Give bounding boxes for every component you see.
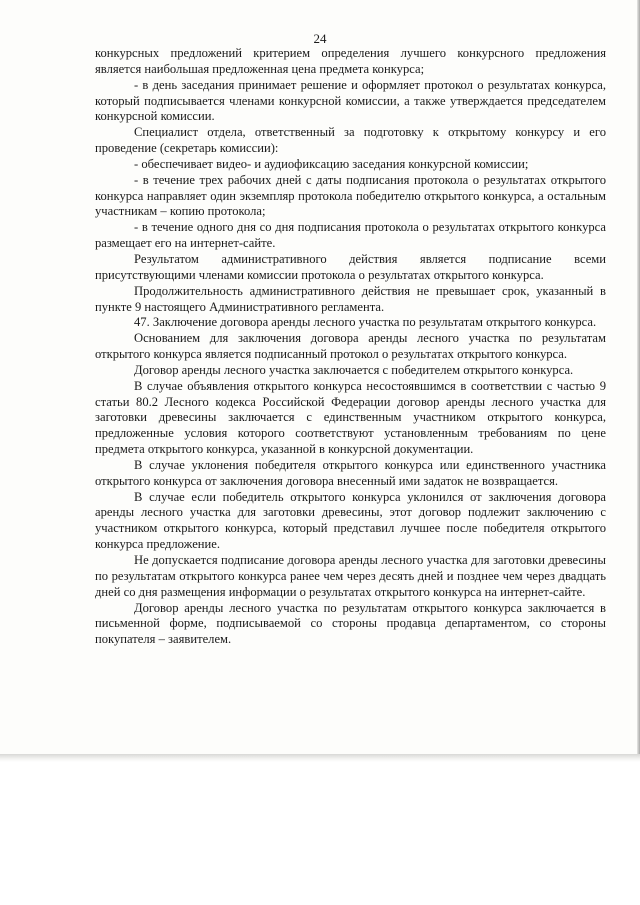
paragraph: В случае объявления открытого конкурса несостоявшимся в соответствии с частью 9 статьи 80.2 Лесного кодекса Российской Федерации договор аренды лесного участка для заготовки древесины заключается с единственным участником открытого конкурса, предложенные условия которого соответствуют установленным требованиям по цене предмета открытого конкурса, указанной в конкурсной документации. — [95, 378, 606, 457]
paragraph: - в день заседания принимает решение и оформляет протокол о результатах конкурса, который подписывается членами конкурсной комиссии, а также утверждается председателем конкурсной комиссии. — [95, 77, 606, 124]
document-body — [95, 46, 606, 648]
paragraph: конкурсных предложений критерием определения лучшего конкурсного предложения является наибольшая предложенная цена предмета конкурса; — [95, 46, 606, 76]
paragraph: В случае если победитель открытого конкурса уклонился от заключения договора аренды лесного участка для заготовки древесины, этот договор подлежит заключению с участником открытого конкурса, который представил лучшее после победителя открытого конкурса предложение. — [95, 489, 606, 552]
paragraph: Результатом административного действия является подписание всеми присутствующими членами комиссии протокола о результатах открытого конкурса. — [95, 251, 606, 282]
paragraph: - в течение одного дня со дня подписания протокола о результатах открытого конкурса размещает его на интернет-сайте. — [95, 220, 606, 251]
paragraph: - обеспечивает видео- и аудиофиксацию заседания конкурсной комиссии; — [134, 156, 529, 171]
paragraph: Продолжительность административного действия не превышает срок, указанный в пункте 9 настоящего Административного регламента. — [95, 283, 606, 314]
paragraph: - в течение трех рабочих дней с даты подписания протокола о результатах открытого конкурса направляет один экземпляр протокола победителю открытого конкурса, а остальным участникам – копию протокола; — [95, 172, 606, 219]
page-number: 24 — [313, 31, 327, 46]
paragraph: Договор аренды лесного участка заключается с победителем открытого конкурса. — [134, 362, 574, 377]
paragraph: Специалист отдела, ответственный за подготовку к открытому конкурсу и его проведение (секретарь комиссии): — [95, 125, 606, 156]
paragraph: Договор аренды лесного участка по результатам открытого конкурса заключается в письменной форме, подписываемой со стороны продавца департаментом, со стороны покупателя – заявителем. — [95, 600, 606, 647]
paragraph: Основанием для заключения договора аренды лесного участка по результатам открытого конкурса является подписанный протокол о результатах открытого конкурса. — [95, 331, 606, 362]
section-heading: 47. Заключение договора аренды лесного участка по результатам открытого конкурса. — [134, 315, 597, 330]
page-bottom-edge — [0, 754, 640, 762]
paragraph: Не допускается подписание договора аренды лесного участка для заготовки древесины по результатам открытого конкурса ранее чем через десять дней и позднее чем через двадцать дней со дня размещения информации о результатах открытого конкурса на интернет-сайте. — [95, 553, 606, 599]
paragraph: В случае уклонения победителя открытого конкурса или единственного участника открытого конкурса от заключения договора внесенный ими задаток не возвращается. — [95, 457, 606, 488]
